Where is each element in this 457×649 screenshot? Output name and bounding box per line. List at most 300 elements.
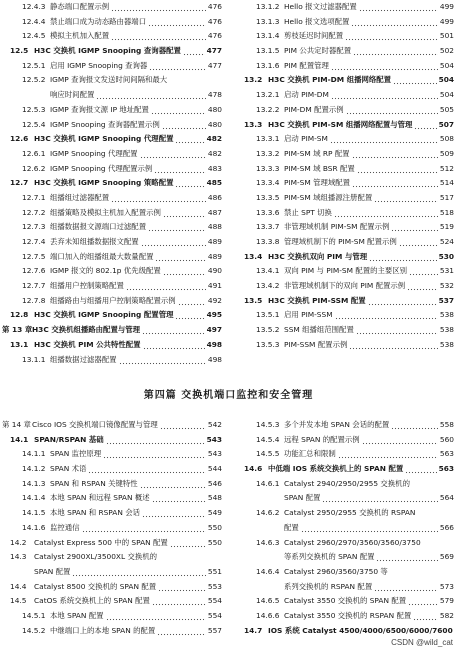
toc-entry-page: 554 [207, 610, 222, 620]
toc-entry-number: 13.3 [244, 119, 263, 129]
toc-entry-number: 12.7.7 [22, 281, 46, 291]
toc-entry-page: 480 [207, 119, 222, 129]
toc-entry-number: 12.5.4 [22, 119, 46, 129]
toc-entry-title: 组播组过滤器配置 [50, 192, 110, 202]
toc-entry-number: 14.6.1 [256, 478, 280, 488]
toc-entry-number: 14.6 [244, 464, 263, 474]
toc-leader-dots [140, 477, 206, 492]
toc-leader-dots [163, 264, 206, 279]
toc-entry-number: 14.6.6 [256, 610, 280, 620]
toc-leader-dots [409, 264, 438, 279]
toc-entry-title: H3C 交换机 PIM-DM 组播网络配置 [268, 75, 392, 85]
toc-entry-page: 524 [439, 237, 454, 246]
toc-leader-dots [322, 491, 438, 506]
toc-entry-number: 14.5.2 [22, 625, 46, 635]
toc-entry [2, 250, 222, 265]
toc-leader-dots [408, 594, 438, 609]
toc-entry-title: SPAN 配置 [284, 493, 321, 503]
toc-entry-page: 563 [439, 449, 454, 459]
toc-entry [236, 132, 454, 147]
toc-entry-page: 502 [439, 46, 454, 56]
toc-leader-dots [111, 191, 206, 206]
toc-leader-dots [175, 176, 205, 191]
toc-leader-dots [374, 580, 438, 595]
toc-entry-title: H3C 交换机 PIM 公共特性配置 [34, 339, 141, 349]
toc-entry-page: 514 [439, 178, 454, 188]
toc-entry [236, 191, 454, 206]
toc-entry-number: 12.7.6 [22, 266, 46, 276]
toc-entry-title: 本地 SPAN 和远程 SPAN 概述 [50, 493, 150, 503]
toc-entry-number: 14.5.5 [256, 449, 280, 459]
toc-entry [2, 506, 222, 521]
toc-entry-page: 490 [207, 266, 222, 276]
toc-leader-dots [335, 308, 438, 323]
toc-entry [2, 418, 222, 433]
toc-leader-dots [351, 15, 438, 30]
toc-entry-page: 549 [207, 508, 222, 518]
toc-entry [2, 0, 222, 15]
toc-entry-title: Catalyst 3550 交换机的 SPAN 配置 [284, 596, 407, 606]
toc-leader-dots [352, 176, 438, 191]
toc-entry [2, 491, 222, 506]
toc-entry-title: Catalyst 2960/3560/3750 等 [284, 566, 388, 576]
toc-entry-title: H3C 交换机 IGMP Snooping 代理配置 [34, 134, 174, 144]
toc-entry [2, 353, 222, 368]
toc-entry-page: 491 [207, 281, 222, 291]
toc-entry-number: 13.4 [244, 251, 263, 261]
toc-leader-dots [72, 565, 206, 580]
toc-leader-dots [334, 206, 438, 221]
toc-leader-dots [142, 506, 206, 521]
toc-leader-dots [152, 594, 206, 609]
toc-entry-title: PIM-SM 管理域配置 [284, 178, 351, 188]
toc-entry-page: 532 [439, 281, 454, 291]
toc-entry-number: 13.3.4 [256, 178, 280, 188]
toc-leader-dots [119, 353, 206, 368]
toc-entry-page: 482 [207, 148, 222, 158]
toc-entry-title: 中继端口上的本地 SPAN 的配置 [50, 625, 156, 635]
toc-entry [236, 29, 454, 44]
toc-entry-number: 13.3.3 [256, 163, 280, 173]
toc-entry-number: 14.1 [10, 434, 29, 444]
toc-entry-number: 14.5.3 [256, 420, 280, 429]
toc-entry-title: 非管理域机制下的双向 PIM 配置示例 [284, 281, 406, 291]
toc-entry-number: 12.6 [10, 134, 29, 144]
toc-entry-title: Catalyst Express 500 中的 SPAN 配置 [34, 537, 168, 547]
toc-entry-title: 组播数据过滤器配置 [50, 354, 117, 364]
toc-entry [236, 447, 454, 462]
toc-entry-number: 13.5 [244, 295, 263, 305]
toc-entry-title: 功能汇总和限制 [284, 449, 336, 459]
toc-entry-page: 550 [207, 537, 222, 547]
toc-leader-dots [155, 250, 206, 265]
toc-entry-number: 13.5.3 [256, 339, 280, 349]
toc-entry-title: 禁止 SPT 切换 [284, 207, 332, 217]
toc-entry-page: 557 [207, 625, 222, 635]
toc-entry [236, 565, 454, 580]
toc-leader-dots [374, 191, 438, 206]
toc-entry-page: 544 [207, 464, 222, 474]
toc-entry [2, 176, 222, 191]
toc-leader-dots [368, 294, 437, 309]
toc-leader-dots [88, 462, 206, 477]
toc-entry-page: 509 [439, 148, 454, 158]
toc-leader-dots [357, 162, 438, 177]
toc-entry [2, 73, 222, 88]
toc-entry-page: 548 [207, 493, 222, 503]
toc-entry-page: 573 [439, 581, 454, 591]
toc-entry-number: 14.6.5 [256, 596, 280, 606]
toc-entry-page: 478 [207, 90, 222, 100]
toc-entry [236, 477, 454, 492]
toc-entry-number: 13.2 [244, 75, 263, 85]
toc-entry-number: 13.2.2 [256, 104, 280, 114]
toc-entry [2, 235, 222, 250]
toc-entry [236, 59, 454, 74]
toc-entry [236, 550, 454, 565]
toc-entry-number: 第 14 章 [2, 420, 31, 429]
toc-entry-number: 14.6.2 [256, 508, 280, 518]
toc-entry-title: 监控通信 [50, 522, 80, 532]
toc-entry-number: 13.5.2 [256, 325, 280, 335]
toc-entry-title: 非管理域机制 PIM-SM 配置示例 [284, 222, 390, 232]
toc-entry [236, 250, 454, 265]
toc-entry-page: 501 [439, 31, 454, 41]
toc-entry-page: 504 [439, 60, 454, 70]
toc-leader-dots [413, 609, 438, 624]
toc-entry-number: 13.4.2 [256, 281, 280, 291]
toc-entry-page: 495 [206, 310, 222, 320]
toc-entry-page: 558 [439, 420, 454, 429]
toc-entry-number: 14.5 [10, 596, 27, 606]
toc-entry [2, 162, 222, 177]
toc-entry-page: 530 [438, 251, 454, 261]
toc-entry [2, 118, 222, 133]
toc-entry-number: 12.4.4 [22, 16, 46, 26]
toc-entry [236, 103, 454, 118]
toc-entry-number: 13.3.7 [256, 222, 280, 232]
toc-entry [236, 323, 454, 338]
toc-leader-dots [178, 294, 206, 309]
toc-entry-page: 543 [206, 434, 222, 444]
toc-entry-title: 丢弃未知组播数据报文配置 [50, 237, 139, 246]
toc-entry-number: 14.1.5 [22, 508, 46, 518]
toc-leader-dots [405, 462, 437, 477]
toc-entry-title: H3C 交换机 PIM-SSM 配置 [268, 295, 366, 305]
toc-entry-number: 14.5.4 [256, 434, 280, 444]
toc-leader-dots [391, 418, 438, 433]
toc-entry-title: SPAN 配置 [34, 566, 71, 576]
toc-entry [2, 580, 222, 595]
toc-entry [236, 418, 454, 433]
toc-entry-title: IGMP 查询报文发送时间间隔和最大 [50, 75, 168, 85]
toc-entry-number: 13.3.5 [256, 192, 280, 202]
toc-entry-page: 538 [439, 339, 454, 349]
toc-entry [236, 44, 454, 59]
toc-entry [2, 447, 222, 462]
toc-entry-number: 14.1.1 [22, 449, 46, 459]
toc-entry-page: 489 [207, 237, 222, 246]
toc-entry-title: IOS 系统 Catalyst 4500/4000/6500/6000/7600 [268, 625, 453, 635]
toc-entry-page: 477 [206, 46, 222, 56]
toc-entry [2, 565, 222, 580]
toc-entry-page: 546 [207, 478, 222, 488]
toc-entry-page: 498 [206, 339, 222, 349]
toc-leader-dots [338, 447, 438, 462]
toc-entry-title: 配置 [284, 522, 299, 532]
toc-entry-number: 12.7.4 [22, 237, 46, 246]
toc-entry-title: PIM 公共定时器配置 [284, 46, 352, 56]
toc-entry-number: 12.7.1 [22, 192, 46, 202]
toc-entry [2, 264, 222, 279]
toc-leader-dots [349, 338, 438, 353]
toc-entry-title: PIM 配置管理 [284, 60, 329, 70]
toc-entry-number: 12.7.8 [22, 295, 46, 305]
toc-entry-page: 483 [207, 163, 222, 173]
toc-entry-number: 13.1.1 [22, 354, 46, 364]
toc-leader-dots [111, 29, 206, 44]
toc-entry-title: 启动 PIM-DM [284, 90, 329, 100]
toc-leader-dots [331, 59, 438, 74]
toc-entry [2, 59, 222, 74]
toc-entry [2, 294, 222, 309]
toc-entry [236, 580, 454, 595]
toc-entry [2, 550, 222, 565]
toc-entry [236, 235, 454, 250]
toc-entry-title: Hello 报文过滤器配置 [284, 2, 357, 11]
toc-entry-number: 12.5.1 [22, 60, 46, 70]
toc-entry-title: H3C 交换机 IGMP Snooping 配置管理 [34, 310, 174, 320]
toc-entry [236, 73, 454, 88]
toc-entry-page: 550 [207, 522, 222, 532]
toc-entry [2, 323, 222, 338]
toc-entry [236, 264, 454, 279]
toc-entry-page: 517 [439, 192, 454, 202]
toc-entry-page: 563 [438, 464, 454, 474]
toc-entry-number: 13.3.6 [256, 207, 280, 217]
toc-leader-dots [393, 73, 437, 88]
toc-entry-page: 551 [207, 566, 222, 576]
toc-leader-dots [148, 15, 206, 30]
toc-entry-page: 569 [439, 552, 454, 562]
toc-entry-page: 553 [207, 581, 222, 591]
toc-entry-title: 静态端口配置示例 [50, 2, 110, 11]
toc-leader-dots [356, 323, 438, 338]
toc-entry [236, 308, 454, 323]
toc-entry-title: H3C 交换机 PIM-SM 组播网络配置与管理 [268, 119, 413, 129]
toc-entry-title: IGMP 报文的 802.1p 优先级配置 [50, 266, 161, 276]
toc-entry-page: 498 [207, 354, 222, 364]
toc-entry-title: 双向 PIM 与 PIM-SM 配置的主要区别 [284, 266, 408, 276]
toc-leader-dots [359, 0, 438, 15]
toc-entry [2, 44, 222, 59]
toc-entry [236, 609, 454, 624]
toc-entry-page: 519 [439, 222, 454, 232]
toc-entry-title: Catalyst 3550 交换机的 RSPAN 配置 [284, 610, 412, 620]
toc-entry-number: 12.4.3 [22, 2, 46, 11]
toc-leader-dots [345, 29, 438, 44]
toc-entry-title: 本地 SPAN 配置 [50, 610, 104, 620]
toc-entry-title: H3C 交换机组播路由配置与管理 [32, 325, 141, 335]
toc-entry-number: 12.5 [10, 46, 29, 56]
toc-entry-title: Catalyst 2900XL/3500XL 交换机的 [34, 552, 158, 562]
toc-entry-page: 499 [439, 2, 454, 11]
toc-entry-title: 响应时间配置 [50, 90, 95, 100]
toc-entry-number: 13.1.3 [256, 16, 280, 26]
toc-entry-title: 启用 PIM-SSM [284, 310, 333, 320]
toc-entry-title: PIM-SM 域 RP 配置 [284, 148, 350, 158]
toc-entry-title: 远程 SPAN 的配置示例 [284, 434, 360, 444]
toc-leader-dots [143, 338, 205, 353]
toc-entry-page: 497 [206, 325, 222, 335]
toc-entry-page: 489 [207, 251, 222, 261]
toc-leader-dots [151, 103, 206, 118]
toc-leader-dots [154, 162, 206, 177]
toc-entry-page: 582 [439, 610, 454, 620]
toc-leader-dots [96, 88, 206, 103]
toc-leader-dots [126, 279, 206, 294]
toc-entry-page: 560 [439, 434, 454, 444]
toc-leader-dots [158, 580, 206, 595]
toc-leader-dots [106, 609, 206, 624]
toc-entry-number: 第 13 章 [2, 325, 33, 335]
toc-entry-title: 启用 IGMP Snooping 查询器 [50, 60, 148, 70]
toc-leader-dots [170, 536, 206, 551]
toc-entry-title: 本地 SPAN 和 RSPAN 会话 [50, 508, 141, 518]
toc-entry [2, 191, 222, 206]
toc-entry [2, 594, 222, 609]
toc-entry [236, 433, 454, 448]
toc-entry-title: Catalyst 8500 交换机的 SPAN 配置 [34, 581, 157, 591]
toc-entry [2, 536, 222, 551]
toc-entry-number: 12.6.1 [22, 148, 46, 158]
toc-entry-number: 14.1.6 [22, 522, 46, 532]
toc-column-top-right [236, 0, 454, 353]
toc-entry-page: 579 [439, 596, 454, 606]
toc-entry-number: 14.1.4 [22, 493, 46, 503]
toc-entry-title: PIM-SSM 配置示例 [284, 339, 348, 349]
toc-entry-page: 476 [207, 2, 222, 11]
toc-entry-page: 542 [207, 420, 222, 429]
toc-leader-dots [353, 44, 438, 59]
toc-entry [2, 609, 222, 624]
toc-leader-dots [163, 206, 206, 221]
toc-entry-title: 组播用户控制策略配置 [50, 281, 124, 291]
watermark: CSDN @wild_cat [391, 638, 453, 647]
toc-entry [236, 0, 454, 15]
toc-leader-dots [157, 624, 206, 639]
toc-entry-number: 14.3 [10, 552, 27, 562]
toc-entry-title: IGMP Snooping 代理配置示例 [50, 163, 153, 173]
toc-entry [236, 624, 454, 639]
toc-leader-dots [106, 433, 205, 448]
toc-entry [236, 206, 454, 221]
toc-entry [2, 147, 222, 162]
toc-leader-dots [346, 103, 438, 118]
toc-entry-page: 485 [206, 178, 222, 188]
toc-entry-number: 12.8 [10, 310, 29, 320]
toc-entry-page: 504 [438, 75, 454, 85]
toc-entry-page: 477 [207, 60, 222, 70]
toc-entry-number: 12.7.2 [22, 207, 46, 217]
toc-entry-title: IGMP Snooping 查询器配置示例 [50, 119, 160, 129]
toc-entry-title: IGMP Snooping 代理配置 [50, 148, 138, 158]
toc-leader-dots [414, 118, 437, 133]
toc-entry [2, 521, 222, 536]
toc-entry-title: 中低端 IOS 系统交换机上的 SPAN 配置 [268, 464, 404, 474]
toc-entry-number: 13.2.1 [256, 90, 280, 100]
toc-entry-title: SPAN/RSPAN 基础 [34, 434, 104, 444]
part-title: 第四篇 交换机端口监控和安全管理 [143, 390, 314, 401]
toc-entry-number: 14.1.3 [22, 478, 46, 488]
toc-entry-title: PIM-SM 域 BSR 配置 [284, 163, 355, 173]
toc-leader-dots [352, 147, 438, 162]
toc-entry [236, 338, 454, 353]
toc-entry-number: 12.7.5 [22, 251, 46, 261]
toc-leader-dots [148, 220, 206, 235]
toc-entry-number: 12.5.2 [22, 75, 46, 85]
toc-leader-dots [103, 447, 206, 462]
toc-leader-dots [82, 521, 206, 536]
toc-entry-title: 启动 PIM-SM [284, 134, 328, 144]
toc-entry [236, 462, 454, 477]
toc-entry-number: 13.3.8 [256, 237, 280, 246]
toc-entry-number: 13.1.2 [256, 2, 280, 11]
toc-entry-page: 482 [206, 134, 222, 144]
toc-entry-title: 模拟主机加入配置 [50, 31, 110, 41]
toc-leader-dots [183, 44, 205, 59]
toc-entry-title: CatOS 系统交换机上的 SPAN 配置 [34, 596, 150, 606]
toc-entry-page: 538 [439, 325, 454, 335]
toc-entry [236, 279, 454, 294]
toc-entry [2, 624, 222, 639]
toc-entry-page: 492 [207, 295, 222, 305]
toc-entry [2, 308, 222, 323]
toc-entry-title: 组播策略及模拟主机加入配置示例 [50, 207, 161, 217]
toc-entry-title: Catalyst 2960/2970/3560/3560/3750 [284, 537, 421, 547]
toc-entry-page: 487 [207, 207, 222, 217]
toc-entry [236, 294, 454, 309]
toc-entry-number: 14.6.3 [256, 537, 280, 547]
toc-entry-number: 12.6.2 [22, 163, 46, 173]
toc-entry-page: 499 [439, 16, 454, 26]
toc-entry-title: Catalyst 2950/2955 交换机的 RSPAN [284, 508, 416, 518]
toc-entry-page: 538 [439, 310, 454, 320]
toc-entry-number: 13.4.1 [256, 266, 280, 276]
toc-leader-dots [149, 59, 206, 74]
toc-entry [236, 147, 454, 162]
toc-entry-number: 14.5.1 [22, 610, 46, 620]
toc-entry-page: 508 [439, 134, 454, 144]
toc-leader-dots [407, 279, 438, 294]
toc-entry-number: 13.3.2 [256, 148, 280, 158]
toc-leader-dots [152, 491, 206, 506]
toc-entry-title: SPAN 监控原理 [50, 449, 102, 459]
toc-entry-title: PIM-SM 域组播源注册配置 [284, 192, 373, 202]
toc-entry [2, 29, 222, 44]
toc-entry-page: 543 [207, 449, 222, 459]
toc-entry-title: 组播路由与组播用户控制策略配置示例 [50, 295, 176, 305]
toc-entry-page: 476 [207, 16, 222, 26]
toc-entry-title: 剪枝延迟时间配置 [284, 31, 344, 41]
toc-entry [2, 132, 222, 147]
toc-entry-title: 多个并发本地 SPAN 会话的配置 [284, 420, 390, 429]
toc-entry [2, 338, 222, 353]
toc-leader-dots [142, 323, 205, 338]
toc-entry [236, 220, 454, 235]
toc-entry-number: 12.5.3 [22, 104, 46, 114]
toc-entry-number: 12.4.5 [22, 31, 46, 41]
